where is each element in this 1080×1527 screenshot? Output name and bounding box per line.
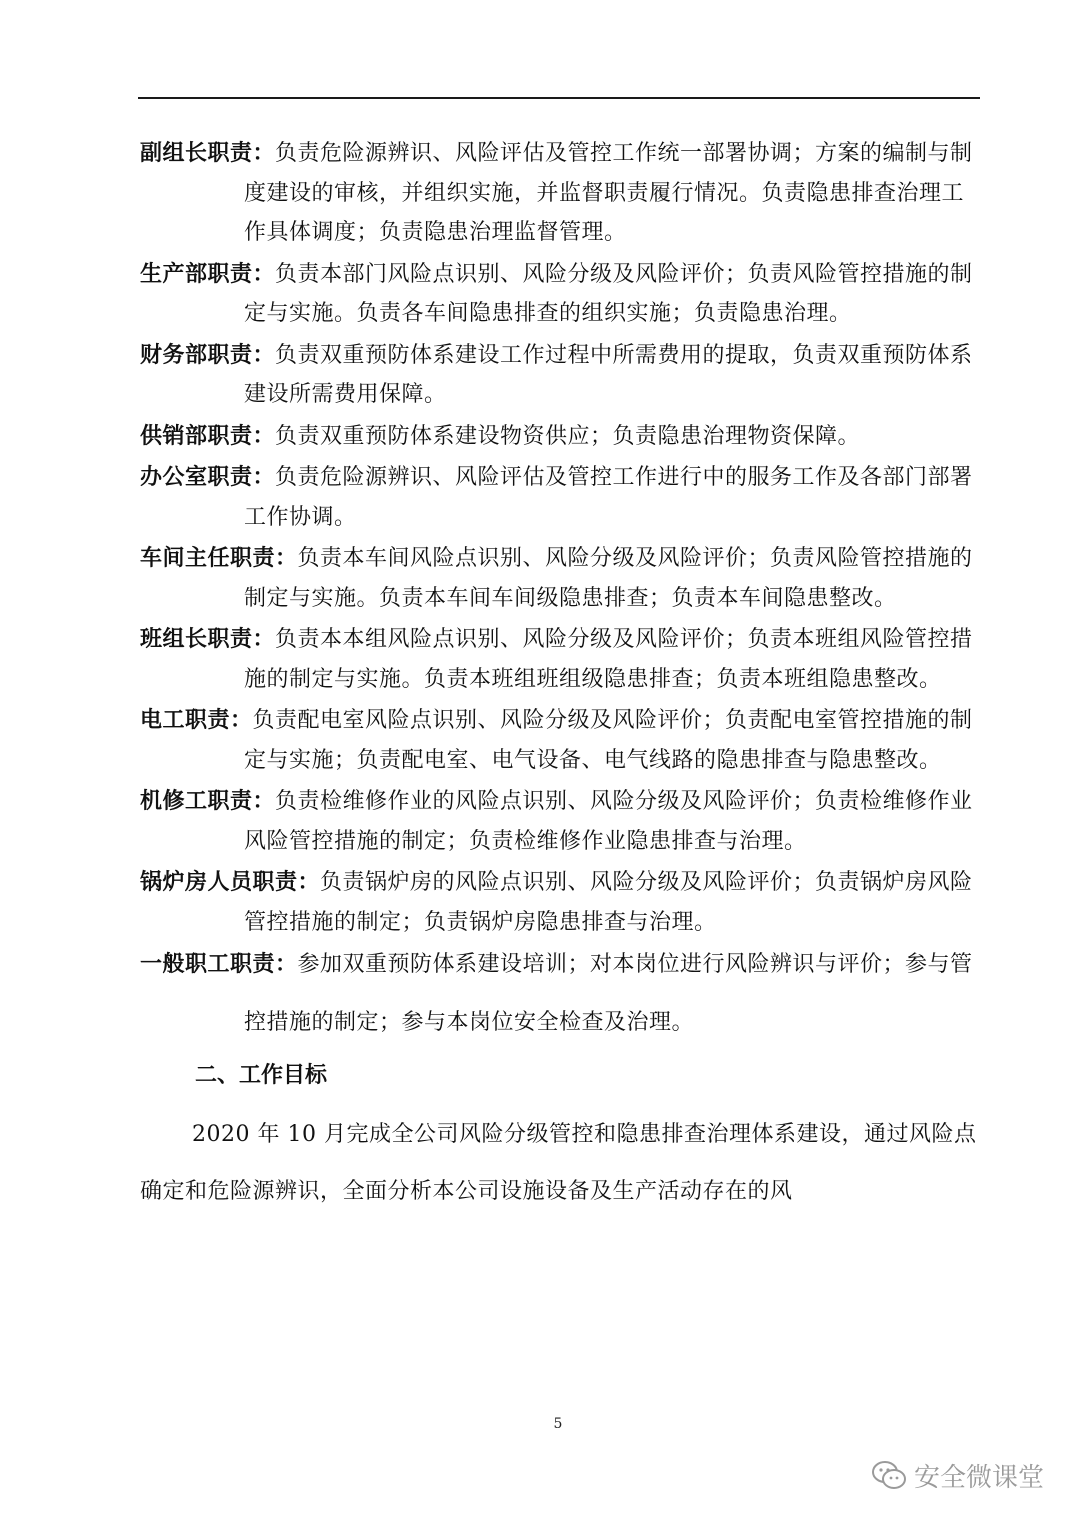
duty-label: 财务部职责： <box>140 342 276 368</box>
header-rule <box>138 97 980 99</box>
page-number: 5 <box>553 1416 563 1432</box>
duty-supply-sales <box>140 417 982 457</box>
duty-boiler-room <box>140 863 982 942</box>
duty-mechanic <box>140 782 982 861</box>
duty-deputy-leader <box>140 134 982 253</box>
duty-text: 负责配电室风险点识别、风险分级及风险评价；负责配电室管控措施的制定与实施；负责配电室、电气设备、电气线路的隐患排查与隐患整改。 <box>244 708 973 773</box>
section-heading: 二、工作目标 <box>195 1063 328 1088</box>
duty-office <box>140 458 982 537</box>
duty-text: 负责双重预防体系建设工作过程中所需费用的提取，负责双重预防体系建设所需费用保障。 <box>244 342 973 407</box>
duty-text: 负责本部门风险点识别、风险分级及风险评价；负责风险管控措施的制定与实施。负责各车间隐患排查的组织实施；负责隐患治理。 <box>244 261 973 326</box>
duty-text: 负责锅炉房的风险点识别、风险分级及风险评价；负责锅炉房风险管控措施的制定；负责锅炉房隐患排查与治理。 <box>244 870 973 935</box>
duty-text: 负责双重预防体系建设物资供应；负责隐患治理物资保障。 <box>275 423 861 449</box>
duty-label: 办公室职责： <box>140 465 276 490</box>
duty-text: 负责本本组风险点识别、风险分级及风险评价；负责本班组风险管控措施的制定与实施。负责本班组班组级隐患排查；负责本班组隐患整改。 <box>244 627 973 692</box>
duty-text: 负责危险源辨识、风险评估及管控工作进行中的服务工作及各部门部署工作协调。 <box>244 465 973 530</box>
duty-text: 负责危险源辨识、风险评估及管控工作统一部署协调；方案的编制与制度建设的审核，并组织实施，并监督职责履行情况。负责隐患排查治理工作具体调度；负责隐患治理监督管理。 <box>244 141 973 245</box>
duty-text: 负责检维修作业的风险点识别、风险分级及风险评价；负责检维修作业风险管控措施的制定；负责检维修作业隐患排查与治理。 <box>244 789 973 854</box>
duty-label: 班组长职责： <box>140 627 276 652</box>
watermark <box>870 1457 1044 1494</box>
wechat-icon <box>870 1459 908 1493</box>
duty-finance <box>140 336 982 415</box>
duty-general-staff <box>140 936 982 1052</box>
duty-production <box>140 255 982 334</box>
duty-label: 副组长职责： <box>140 141 276 166</box>
duty-label: 锅炉房人员职责： <box>140 870 321 895</box>
duty-text: 参加双重预防体系建设培训；对本岗位进行风险辨识与评价；参与管控措施的制定；参与本岗位安全检查及治理。 <box>244 952 973 1035</box>
watermark-text: 安全微课堂 <box>913 1463 1044 1493</box>
body-paragraph: 2020 年 10 月完成全公司风险分级管控和隐患排查治理体系建设，通过风险点确定和危险源辨识，全面分析本公司设施设备及生产活动存在的风 <box>140 1122 977 1204</box>
duty-team-leader <box>140 620 982 699</box>
duty-label: 一般职工职责： <box>140 952 298 977</box>
duty-label: 机修工职责： <box>140 789 276 814</box>
duty-text: 负责本车间风险点识别、风险分级及风险评价；负责风险管控措施的制定与实施。负责本车间车间级隐患排查；负责本车间隐患整改。 <box>244 546 973 611</box>
duty-label: 电工职责： <box>140 708 253 733</box>
duty-label: 供销部职责： <box>140 423 276 449</box>
duty-label: 车间主任职责： <box>140 546 298 571</box>
duty-label: 生产部职责： <box>140 261 276 287</box>
duty-electrician <box>140 701 982 780</box>
document-content <box>140 134 982 1220</box>
duty-workshop-director <box>140 539 982 618</box>
